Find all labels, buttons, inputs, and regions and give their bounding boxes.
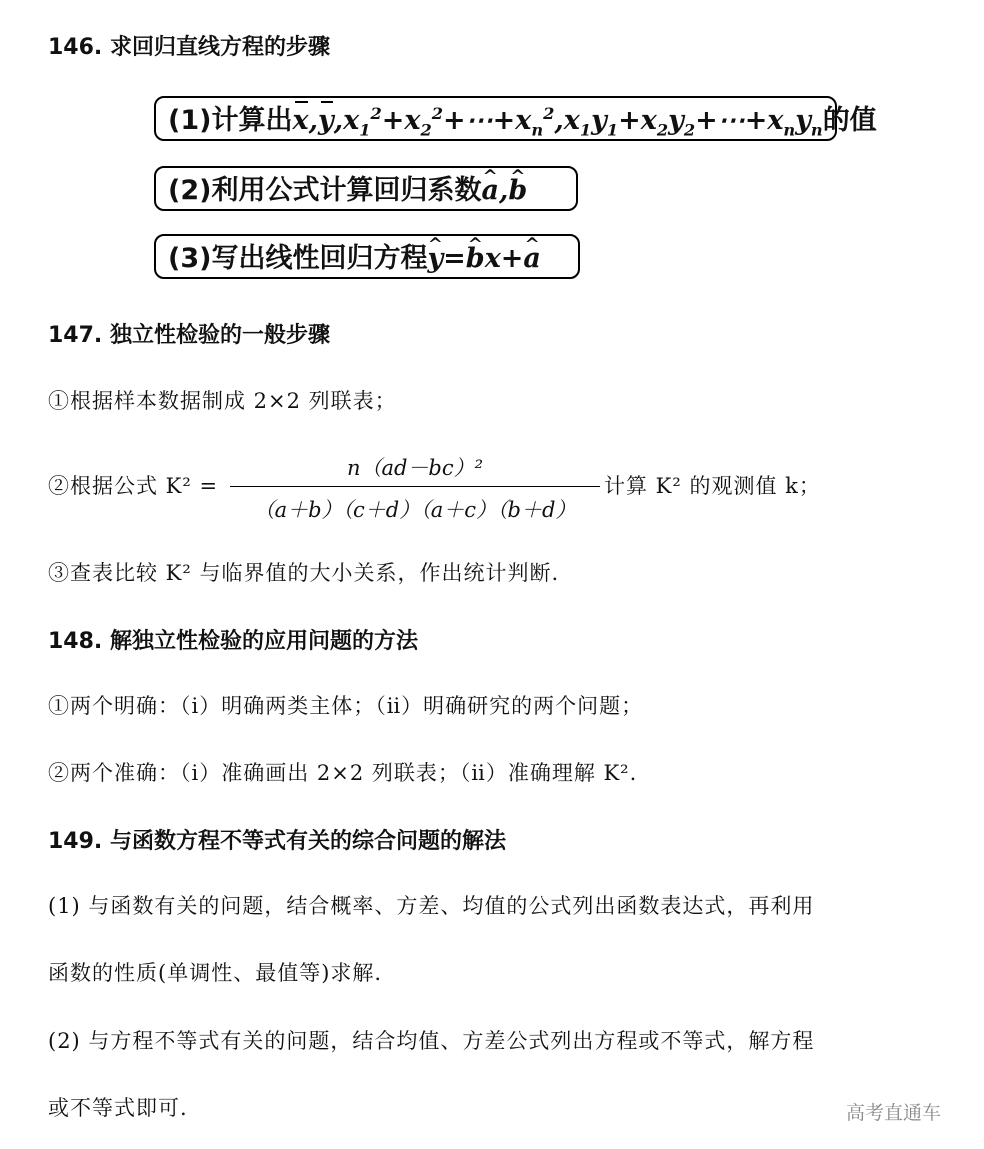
s147-step-2-suffix: 计算 K² 的观测值 k； (604, 474, 821, 498)
section-146-heading: 146. 求回归直线方程的步骤 (48, 35, 330, 60)
s148-line-1: ①两个明确：（ⅰ）明确两类主体；（ⅱ）明确研究的两个问题； (48, 694, 644, 718)
s149-paragraph-1-line-2: 函数的性质(单调性、最值等)求解. (48, 961, 383, 985)
watermark: 高考直通车 (846, 1102, 942, 1124)
step-box-3 (154, 234, 580, 279)
step-box-3-prefix: (3)写出线性回归方程 (168, 243, 428, 274)
s148-line-2: ②两个准确：（ⅰ）准确画出 2×2 列联表；（ⅱ）准确理解 K². (48, 761, 638, 785)
step-box-1-prefix: (1)计算出 (168, 105, 293, 136)
step-box-2 (154, 166, 578, 211)
s147-step-1: ①根据样本数据制成 2×2 列联表； (48, 389, 397, 413)
s149-paragraph-2-line-2: 或不等式即可. (48, 1096, 188, 1120)
s149-paragraph-2-line-1: (2) 与方程不等式有关的问题，结合均值、方差公式列出方程或不等式，解方程 (48, 1029, 815, 1053)
k2-formula-denominator: （a＋b）（c＋d）（a＋c）（b＋d） (253, 498, 577, 522)
k2-formula-fraction (230, 452, 600, 522)
k2-formula-numerator: n（ad－bc）² (346, 456, 484, 480)
step-box-1-suffix: 的值 (822, 105, 877, 136)
step-box-2-prefix: (2)利用公式计算回归系数 (168, 175, 482, 206)
section-149-heading: 149. 与函数方程不等式有关的综合问题的解法 (48, 829, 506, 854)
section-147-heading: 147. 独立性检验的一般步骤 (48, 323, 330, 348)
fraction-bar (230, 486, 600, 487)
step-box-3-formula: ^ y=^ bx+^ a (427, 243, 540, 274)
section-148-heading: 148. 解独立性检验的应用问题的方法 (48, 629, 418, 654)
s147-step-3: ③查表比较 K² 与临界值的大小关系，作出统计判断. (48, 561, 560, 585)
step-box-1-formula: $x,y,x_1^2+x_2^2+\cdots+x_n^2,x_1y_1+x_2y_2+\cdots+x_ny_n$ (292, 105, 822, 136)
s149-paragraph-1-line-1: (1) 与函数有关的问题，结合概率、方差、均值的公式列出函数表达式，再利用 (48, 894, 815, 918)
step-box-2-formula: ^ a,^ b (481, 175, 527, 206)
step-box-1 (154, 96, 877, 141)
s147-step-2-prefix: ②根据公式 K² = (48, 474, 219, 498)
